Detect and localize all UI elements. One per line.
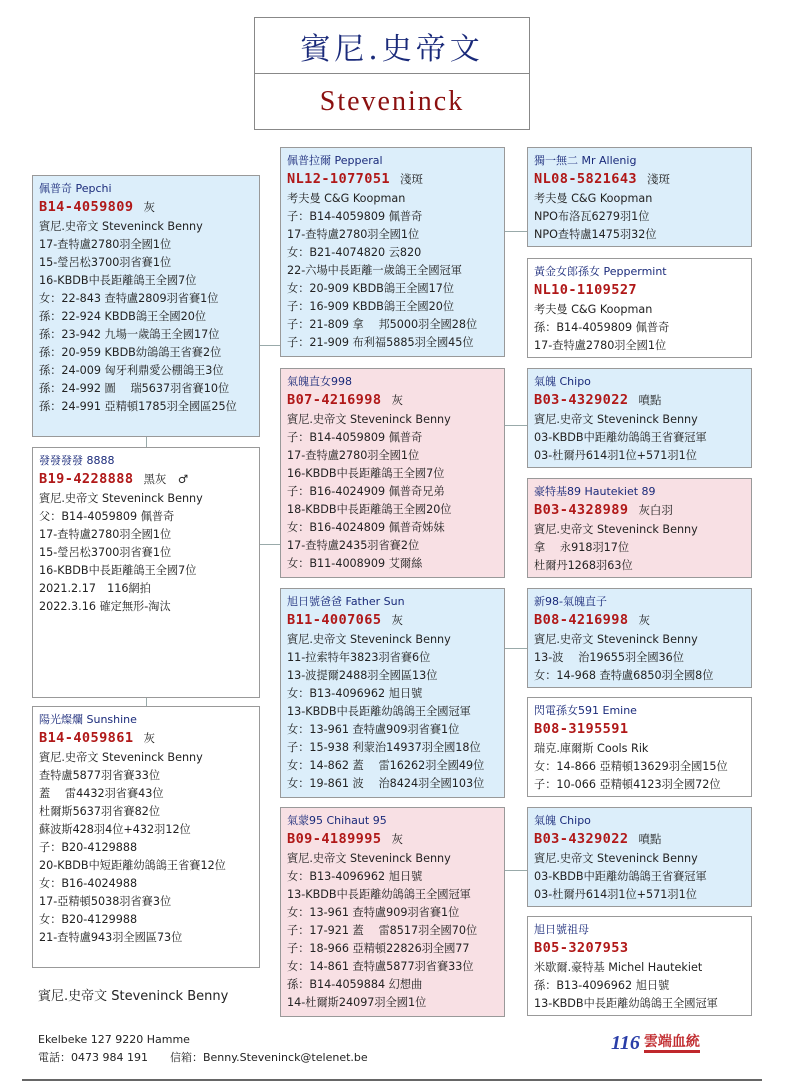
info-line: 賓尼.史帝文 Steveninck Benny: [287, 852, 451, 865]
connector-line: [505, 648, 527, 649]
pigeon-card-chipo-2: [527, 807, 752, 907]
info-line: 賓尼.史帝文 Steveninck Benny: [534, 852, 698, 865]
info-line: 16-KBDB中長距離鴿王全國7位: [287, 467, 445, 480]
info-line: 13-KBDB中長距離幼鴿鴿王全國冠軍: [287, 888, 471, 901]
info-line: 賓尼.史帝文 Steveninck Benny: [534, 523, 698, 536]
connector-line: [505, 870, 527, 871]
info-line: 子：B14-4059809 佩普奇: [287, 431, 423, 444]
ring-number: B08-4216998: [534, 612, 629, 628]
pigeon-name: 氣蒙95 Chihaut 95: [287, 814, 387, 827]
ring-number: B03-4329022: [534, 392, 629, 408]
info-line: 瑞克.庫爾斯 Cools Rik: [534, 742, 649, 755]
pigeon-card-mr-allenig: [527, 147, 752, 247]
info-line: 賓尼.史帝文 Steveninck Benny: [39, 220, 203, 233]
info-line: 子：21-809 拿 邦5000羽全國28位: [287, 318, 478, 331]
plumage-color: 灰: [143, 200, 155, 214]
info-line: 子：21-909 布利福5885羽全國45位: [287, 336, 474, 349]
pigeon-name: 氣魄 Chipo: [534, 814, 591, 827]
info-line: 13-波提爾2488羽全國區13位: [287, 669, 438, 682]
pigeon-name: 獨一無二 Mr Allenig: [534, 154, 637, 167]
info-line: 16-KBDB中長距離鴿王全國7位: [39, 564, 197, 577]
info-line: 杜爾斯5637羽省賽82位: [39, 805, 161, 818]
info-line: NPO布洛瓦6279羽1位: [534, 210, 650, 223]
connector-line: [505, 231, 527, 232]
pigeon-name: 黃金女郎孫女 Peppermint: [534, 265, 667, 278]
info-line: 17-查特盧2780羽全國1位: [39, 238, 172, 251]
info-line: 11-拉索特年3823羽省賽6位: [287, 651, 431, 664]
info-line: 03-KBDB中距離幼鴿鴿王省賽冠軍: [534, 870, 707, 883]
address: Ekelbeke 127 9220 Hamme: [38, 1033, 190, 1046]
info-line: 女：B13-4096962 旭日號: [287, 870, 423, 883]
pigeon-name: 氣魄 Chipo: [534, 375, 591, 388]
title-english: Steveninck: [319, 86, 465, 117]
pigeon-card-dam-998: [280, 368, 505, 578]
pigeon-card-father-sun: [280, 588, 505, 798]
connector-line: [146, 698, 147, 706]
info-line: 16-KBDB中長距離鴿王全國7位: [39, 274, 197, 287]
footer-divider: [22, 1079, 762, 1081]
info-line: 子：B16-4024909 佩普奇兄弟: [287, 485, 445, 498]
info-line: 賓尼.史帝文 Steveninck Benny: [39, 492, 203, 505]
info-line: 賓尼.史帝文 Steveninck Benny: [287, 413, 451, 426]
pigeon-name: 佩普奇 Pepchi: [39, 182, 112, 195]
info-line: 女：B13-4096962 旭日號: [287, 687, 423, 700]
info-line: 孫：24-009 匈牙利鼎愛公棚鴿王3位: [39, 364, 224, 377]
pigeon-card-hautekiet-89: [527, 478, 752, 578]
contact-footer: [38, 1031, 368, 1067]
plumage-color: 淺斑: [400, 172, 424, 186]
logo: [611, 1031, 726, 1055]
pigeon-name: 佩普拉爾 Pepperal: [287, 154, 383, 167]
info-line: 杜爾丹1268羽63位: [534, 559, 633, 572]
info-line: 13-波 治19655羽全國36位: [534, 651, 684, 664]
info-line: 賓尼.史帝文 Steveninck Benny: [287, 633, 451, 646]
info-line: 女：19-861 波 治8424羽全國103位: [287, 777, 485, 790]
info-line: 孫：B14-4059884 幻想曲: [287, 978, 423, 991]
pigeon-card-grandmother: [527, 916, 752, 1016]
info-line: 女：13-961 查特盧909羽省賽1位: [287, 906, 460, 919]
info-line: 03-KBDB中距離幼鴿鴿王省賽冠軍: [534, 431, 707, 444]
info-line: 賓尼.史帝文 Steveninck Benny: [534, 633, 698, 646]
ring-number: B11-4007065: [287, 612, 382, 628]
plumage-color: 灰: [391, 832, 403, 846]
info-line: 17-查特盧2780羽全國1位: [534, 339, 667, 352]
info-line: 13-KBDB中長距離幼鴿鴿王全國冠軍: [534, 997, 718, 1010]
info-line: 17-查特盧2780羽全國1位: [287, 228, 420, 241]
pigeon-name: 閃電孫女591 Emine: [534, 704, 637, 717]
ring-number: B14-4059861: [39, 730, 134, 746]
info-line: 賓尼.史帝文 Steveninck Benny: [534, 413, 698, 426]
pigeon-card-chipo: [527, 368, 752, 468]
ring-number: B03-4328989: [534, 502, 629, 518]
info-line: 17-查特盧2780羽全國1位: [287, 449, 420, 462]
info-line: 13-KBDB中長距離幼鴿鴿王全國冠軍: [287, 705, 471, 718]
plumage-color: 灰白羽: [638, 503, 673, 517]
connector-line: [260, 544, 280, 545]
info-line: 女：14-861 查特盧5877羽省賽33位: [287, 960, 474, 973]
plumage-color: 噴點: [638, 393, 662, 407]
info-line: 17-查特盧2780羽全國1位: [39, 528, 172, 541]
info-line: 2021.2.17 116網拍: [39, 582, 151, 595]
info-line: 女：20-909 KBDB鴿王全國17位: [287, 282, 455, 295]
pigeon-card-new-98: [527, 588, 752, 688]
info-line: 子：15-938 利蒙治14937羽全國18位: [287, 741, 481, 754]
plumage-color: 灰: [638, 613, 650, 627]
info-line: 17-亞精頓5038羽省賽3位: [39, 895, 172, 908]
info-line: 女：22-843 查特盧2809羽省賽1位: [39, 292, 219, 305]
ring-number: B08-3195591: [534, 721, 629, 737]
info-line: 女：13-961 查特盧909羽省賽1位: [287, 723, 460, 736]
ring-number: B05-3207953: [534, 940, 629, 956]
info-line: 孫：22-924 KBDB鴿王全國20位: [39, 310, 207, 323]
info-line: 子：17-921 蓋 雷8517羽全國70位: [287, 924, 478, 937]
info-line: 女：14-968 查特盧6850羽全國8位: [534, 669, 714, 682]
plumage-color: 灰: [391, 393, 403, 407]
info-line: 考夫曼 C&G Koopman: [534, 192, 653, 205]
plumage-color: 灰: [391, 613, 403, 627]
ring-number: B19-4228888: [39, 471, 134, 487]
title-chinese: 賓尼.史帝文: [255, 18, 529, 74]
info-line: 女：14-866 亞精頓13629羽全國15位: [534, 760, 728, 773]
pigeon-name: 氣魄直女998: [287, 375, 352, 388]
logo-text: 雲端血統: [644, 1034, 700, 1053]
owner-name: 賓尼.史帝文 Steveninck Benny: [38, 989, 229, 1004]
info-line: 17-查特盧2435羽省賽2位: [287, 539, 420, 552]
info-line: 15-瑩呂松3700羽省賽1位: [39, 546, 172, 559]
info-line: 考夫曼 C&G Koopman: [534, 303, 653, 316]
info-line: 孫：24-991 亞精頓1785羽全國區25位: [39, 400, 237, 413]
pigeon-card-chihaut-95: [280, 807, 505, 1017]
info-line: 女：B21-4074820 云820: [287, 246, 422, 259]
pigeon-name: 發發發發 8888: [39, 454, 115, 467]
info-line: 孫：B13-4096962 旭日號: [534, 979, 670, 992]
ring-number: NL10-1109527: [534, 282, 638, 298]
pigeon-card-pepperal: [280, 147, 505, 357]
info-line: 女：B20-4129988: [39, 913, 138, 926]
pigeon-name: 豪特基89 Hautekiet 89: [534, 485, 656, 498]
info-line: 女：B16-4024988: [39, 877, 138, 890]
pigeon-name: 新98-氣魄直子: [534, 595, 607, 608]
info-line: 孫：B14-4059809 佩普奇: [534, 321, 670, 334]
ring-number: NL12-1077051: [287, 171, 391, 187]
pigeon-card-pepchi: [32, 175, 260, 437]
phone: 電話：0473 984 191: [38, 1051, 148, 1064]
info-line: 子：10-066 亞精頓4123羽全國72位: [534, 778, 721, 791]
logo-number: 116: [611, 1031, 640, 1054]
info-line: 蘇波斯428羽4位+432羽12位: [39, 823, 191, 836]
info-line: 孫：24-992 圖 瑞5637羽省賽10位: [39, 382, 230, 395]
pigeon-card-8888: [32, 447, 260, 698]
info-line: 父：B14-4059809 佩普奇: [39, 510, 175, 523]
info-line: 拿 永918羽17位: [534, 541, 630, 554]
pigeon-name: 陽光燦爛 Sunshine: [39, 713, 137, 726]
pigeon-card-sunshine: [32, 706, 260, 968]
info-line: 18-KBDB中長距離鴿王全國20位: [287, 503, 452, 516]
pigeon-name: 旭日號祖母: [534, 923, 589, 936]
info-line: NPO查特盧1475羽32位: [534, 228, 657, 241]
info-line: 14-杜爾斯24097羽全國1位: [287, 996, 427, 1009]
pigeon-name: 旭日號爸爸 Father Sun: [287, 595, 405, 608]
info-line: 子：16-909 KBDB鴿王全國20位: [287, 300, 455, 313]
ring-number: B07-4216998: [287, 392, 382, 408]
plumage-color: 噴點: [638, 832, 662, 846]
info-line: 孫：20-959 KBDB幼鴿鴿王省賽2位: [39, 346, 222, 359]
pigeon-card-peppermint: [527, 258, 752, 358]
connector-line: [260, 345, 280, 346]
info-line: 子：B14-4059809 佩普奇: [287, 210, 423, 223]
title-box: [254, 17, 530, 130]
info-line: 21-查特盧943羽全國區73位: [39, 931, 183, 944]
info-line: 米歇爾.豪特基 Michel Hautekiet: [534, 961, 703, 974]
plumage-color: 黑灰 ♂: [143, 472, 189, 486]
ring-number: B14-4059809: [39, 199, 134, 215]
plumage-color: 淺斑: [647, 172, 671, 186]
info-line: 03-杜爾丹614羽1位+571羽1位: [534, 888, 697, 901]
ring-number: B03-4329022: [534, 831, 629, 847]
info-line: 女：B16-4024809 佩普奇姊妹: [287, 521, 445, 534]
email: 信箱：Benny.Steveninck@telenet.be: [169, 1051, 368, 1064]
pigeon-card-emine: [527, 697, 752, 797]
info-line: 查特盧5877羽省賽33位: [39, 769, 161, 782]
info-line: 女：B11-4008909 艾爾絲: [287, 557, 423, 570]
info-line: 賓尼.史帝文 Steveninck Benny: [39, 751, 203, 764]
info-line: 20-KBDB中短距離幼鴿鴿王省賽12位: [39, 859, 226, 872]
info-line: 子：18-966 亞精頓22826羽全國77: [287, 942, 470, 955]
info-line: 15-瑩呂松3700羽省賽1位: [39, 256, 172, 269]
info-line: 考夫曼 C&G Koopman: [287, 192, 406, 205]
connector-line: [146, 437, 147, 447]
info-line: 22-六場中長距離一歲鴿王全國冠軍: [287, 264, 462, 277]
info-line: 孫：23-942 九場一歲鴿王全國17位: [39, 328, 220, 341]
ring-number: B09-4189995: [287, 831, 382, 847]
info-line: 女：14-862 蓋 雷16262羽全國49位: [287, 759, 485, 772]
info-line: 子：B20-4129888: [39, 841, 138, 854]
info-line: 2022.3.16 確定無形-淘汰: [39, 600, 171, 613]
ring-number: NL08-5821643: [534, 171, 638, 187]
info-line: 03-杜爾丹614羽1位+571羽1位: [534, 449, 697, 462]
info-line: 蓋 雷4432羽省賽43位: [39, 787, 164, 800]
plumage-color: 灰: [143, 731, 155, 745]
connector-line: [505, 425, 527, 426]
